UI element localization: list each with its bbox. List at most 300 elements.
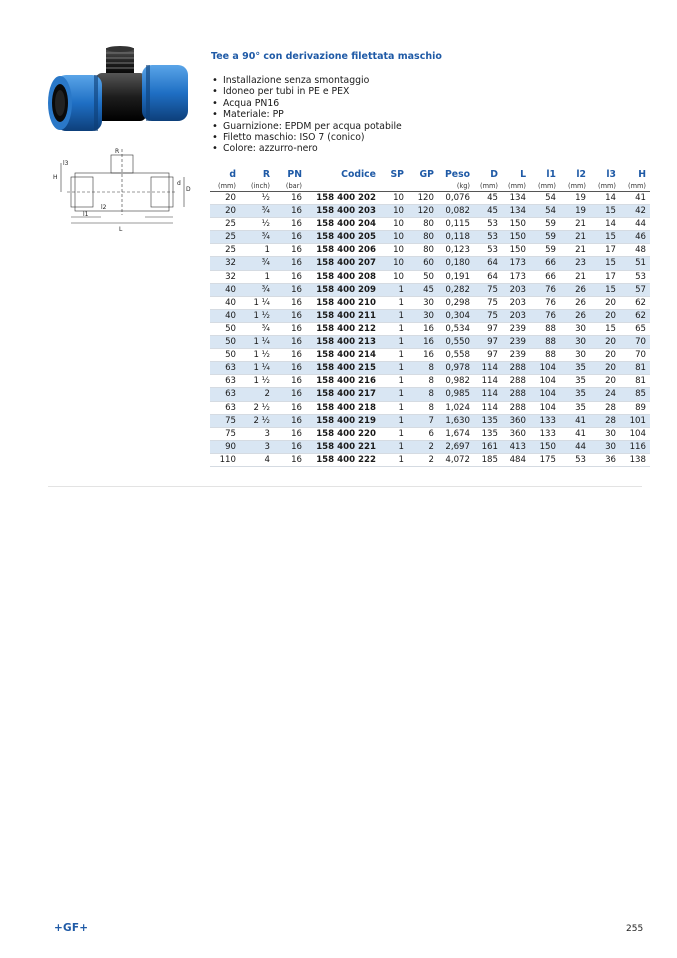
- table-cell: 7: [408, 414, 438, 427]
- table-row: [210, 218, 650, 231]
- table-cell: 150: [530, 440, 560, 453]
- table-row: [210, 414, 650, 427]
- product-photo: [46, 45, 194, 137]
- table-cell: 62: [620, 296, 650, 309]
- table-cell: 20: [590, 375, 620, 388]
- table-cell: 16: [408, 336, 438, 349]
- table-cell: 88: [530, 322, 560, 335]
- table-cell: 1: [380, 309, 408, 322]
- column-header: PN: [287, 169, 302, 180]
- table-row: [210, 283, 650, 296]
- unit-label: (mm): [474, 181, 502, 192]
- table-cell: 158 400 205: [306, 231, 380, 244]
- table-cell: 59: [530, 218, 560, 231]
- table-cell: 15: [590, 231, 620, 244]
- table-cell: 2 ½: [240, 414, 274, 427]
- table-cell: 40: [210, 296, 240, 309]
- table-cell: 20: [590, 349, 620, 362]
- table-cell: ¾: [240, 322, 274, 335]
- table-cell: 53: [620, 270, 650, 283]
- table-cell: 0,123: [438, 244, 474, 257]
- table-cell: 10: [380, 205, 408, 218]
- table-cell: 0,550: [438, 336, 474, 349]
- table-cell: 133: [530, 427, 560, 440]
- table-cell: 16: [274, 296, 306, 309]
- table-row: [210, 388, 650, 401]
- table-cell: 114: [474, 401, 502, 414]
- table-cell: 50: [210, 322, 240, 335]
- table-cell: 66: [530, 257, 560, 270]
- table-cell: 116: [620, 440, 650, 453]
- table-cell: 54: [530, 205, 560, 218]
- table-cell: 16: [408, 349, 438, 362]
- drawing-label-d-inner: d: [177, 180, 181, 187]
- table-cell: 46: [620, 231, 650, 244]
- table-cell: 76: [530, 296, 560, 309]
- table-cell: 64: [474, 257, 502, 270]
- table-cell: 35: [560, 375, 590, 388]
- table-cell: 16: [274, 427, 306, 440]
- table-cell: 15: [590, 283, 620, 296]
- table-cell: 175: [530, 453, 560, 466]
- table-cell: 2: [240, 388, 274, 401]
- table-cell: 239: [502, 336, 530, 349]
- table-cell: 80: [408, 218, 438, 231]
- table-cell: 288: [502, 388, 530, 401]
- table-cell: 8: [408, 362, 438, 375]
- header-row: [210, 168, 650, 181]
- table-cell: 288: [502, 375, 530, 388]
- table-cell: 0,118: [438, 231, 474, 244]
- table-row: [210, 244, 650, 257]
- table-cell: 35: [560, 401, 590, 414]
- table-cell: 57: [620, 283, 650, 296]
- feature-item: • Idoneo per tubi in PE e PEX: [212, 86, 402, 97]
- unit-label: (kg): [438, 181, 474, 192]
- table-cell: 16: [274, 231, 306, 244]
- table-cell: 1 ¼: [240, 296, 274, 309]
- table-cell: 30: [560, 349, 590, 362]
- table-cell: 62: [620, 309, 650, 322]
- table-cell: 1: [380, 401, 408, 414]
- table-cell: 97: [474, 336, 502, 349]
- table-cell: 32: [210, 257, 240, 270]
- table-row: [210, 336, 650, 349]
- table-cell: 16: [274, 336, 306, 349]
- table-cell: 16: [274, 440, 306, 453]
- table-cell: 28: [590, 401, 620, 414]
- table-cell: 19: [560, 192, 590, 205]
- table-cell: 10: [380, 192, 408, 205]
- table-cell: 16: [274, 244, 306, 257]
- table-cell: 360: [502, 427, 530, 440]
- table-cell: 1: [380, 336, 408, 349]
- column-header: GP: [419, 169, 434, 180]
- table-cell: 24: [590, 388, 620, 401]
- column-header: Codice: [341, 169, 376, 180]
- table-cell: 239: [502, 349, 530, 362]
- table-cell: 161: [474, 440, 502, 453]
- table-cell: 51: [620, 257, 650, 270]
- table-cell: 81: [620, 362, 650, 375]
- table-cell: 1 ½: [240, 309, 274, 322]
- table-cell: 63: [210, 401, 240, 414]
- table-cell: 75: [210, 414, 240, 427]
- table-cell: 10: [380, 257, 408, 270]
- table-cell: 76: [530, 309, 560, 322]
- feature-item: • Installazione senza smontaggio: [212, 75, 402, 86]
- table-cell: 173: [502, 270, 530, 283]
- table-cell: 60: [408, 257, 438, 270]
- table-cell: 0,076: [438, 192, 474, 205]
- table-cell: 6: [408, 427, 438, 440]
- table-cell: 1: [240, 244, 274, 257]
- table-cell: 158 400 219: [306, 414, 380, 427]
- table-cell: 65: [620, 322, 650, 335]
- table-row: [210, 257, 650, 270]
- table-cell: 10: [380, 244, 408, 257]
- unit-label: (bar): [274, 181, 306, 192]
- table-cell: 158 400 202: [306, 192, 380, 205]
- table-cell: 15: [590, 205, 620, 218]
- spec-table: [210, 168, 650, 467]
- table-cell: 30: [560, 336, 590, 349]
- table-cell: 14: [590, 218, 620, 231]
- table-cell: 2: [408, 453, 438, 466]
- table-cell: 8: [408, 401, 438, 414]
- table-cell: 3: [240, 440, 274, 453]
- table-cell: 63: [210, 362, 240, 375]
- table-cell: 0,180: [438, 257, 474, 270]
- table-cell: 16: [274, 375, 306, 388]
- table-cell: 150: [502, 244, 530, 257]
- table-cell: ¾: [240, 257, 274, 270]
- table-cell: 0,558: [438, 349, 474, 362]
- table-cell: 135: [474, 414, 502, 427]
- drawing-label-r: R: [115, 148, 120, 155]
- table-cell: 1 ¼: [240, 336, 274, 349]
- table-cell: 16: [274, 218, 306, 231]
- table-cell: 135: [474, 427, 502, 440]
- drawing-label-d-outer: D: [186, 186, 191, 193]
- table-cell: 50: [408, 270, 438, 283]
- table-cell: 0,115: [438, 218, 474, 231]
- table-cell: 19: [560, 205, 590, 218]
- table-cell: 158 400 217: [306, 388, 380, 401]
- table-cell: 41: [560, 427, 590, 440]
- table-cell: 158 400 206: [306, 244, 380, 257]
- table-cell: 75: [474, 296, 502, 309]
- table-cell: 150: [502, 231, 530, 244]
- unit-label: [408, 181, 438, 192]
- table-cell: 44: [560, 440, 590, 453]
- table-cell: 1 ¼: [240, 362, 274, 375]
- table-cell: 75: [210, 427, 240, 440]
- table-cell: 97: [474, 349, 502, 362]
- table-cell: 26: [560, 296, 590, 309]
- table-cell: 1: [380, 453, 408, 466]
- table-cell: 41: [560, 414, 590, 427]
- table-row: [210, 322, 650, 335]
- table-cell: 1: [380, 427, 408, 440]
- table-cell: 16: [274, 322, 306, 335]
- table-cell: 53: [474, 231, 502, 244]
- table-cell: 16: [274, 205, 306, 218]
- table-cell: 16: [274, 270, 306, 283]
- table-cell: 158 400 212: [306, 322, 380, 335]
- table-cell: 30: [560, 322, 590, 335]
- table-cell: 484: [502, 453, 530, 466]
- table-cell: 158 400 221: [306, 440, 380, 453]
- drawing-label-h: H: [53, 174, 58, 181]
- table-cell: 75: [474, 283, 502, 296]
- table-cell: 53: [474, 218, 502, 231]
- table-cell: 1,674: [438, 427, 474, 440]
- table-cell: 30: [408, 309, 438, 322]
- table-cell: 0,534: [438, 322, 474, 335]
- unit-label: (mm): [620, 181, 650, 192]
- unit-label: (mm): [502, 181, 530, 192]
- table-cell: 30: [590, 440, 620, 453]
- table-cell: 0,982: [438, 375, 474, 388]
- table-cell: 45: [474, 205, 502, 218]
- table-cell: 63: [210, 375, 240, 388]
- column-header: D: [490, 169, 498, 180]
- table-cell: 35: [560, 362, 590, 375]
- table-row: [210, 427, 650, 440]
- table-cell: 133: [530, 414, 560, 427]
- table-cell: 120: [408, 192, 438, 205]
- feature-item: • Materiale: PP: [212, 109, 402, 120]
- product-title: Tee a 90° con derivazione filettata maschio: [211, 51, 442, 62]
- table-cell: 158 400 220: [306, 427, 380, 440]
- table-cell: 4: [240, 453, 274, 466]
- column-header: l1: [546, 169, 556, 180]
- table-cell: 1: [240, 270, 274, 283]
- unit-label: [306, 181, 380, 192]
- table-cell: 15: [590, 257, 620, 270]
- table-cell: 0,282: [438, 283, 474, 296]
- table-cell: 88: [530, 336, 560, 349]
- table-cell: 26: [560, 283, 590, 296]
- table-cell: 158 400 213: [306, 336, 380, 349]
- table-cell: 413: [502, 440, 530, 453]
- table-cell: 66: [530, 270, 560, 283]
- table-cell: 158 400 207: [306, 257, 380, 270]
- table-cell: 50: [210, 349, 240, 362]
- table-cell: ¾: [240, 231, 274, 244]
- table-cell: 81: [620, 375, 650, 388]
- table-cell: 23: [560, 257, 590, 270]
- unit-label: (mm): [590, 181, 620, 192]
- table-cell: 203: [502, 309, 530, 322]
- table-cell: 54: [530, 192, 560, 205]
- table-cell: 158 400 203: [306, 205, 380, 218]
- table-cell: 203: [502, 283, 530, 296]
- table-cell: 1: [380, 296, 408, 309]
- unit-label: (mm): [530, 181, 560, 192]
- table-cell: 21: [560, 244, 590, 257]
- table-cell: 30: [408, 296, 438, 309]
- table-row: [210, 296, 650, 309]
- column-header: H: [638, 169, 646, 180]
- spec-table-body: [210, 192, 650, 467]
- table-cell: 2: [408, 440, 438, 453]
- table-cell: 0,082: [438, 205, 474, 218]
- table-cell: 75: [474, 309, 502, 322]
- table-cell: 80: [408, 244, 438, 257]
- table-cell: 114: [474, 388, 502, 401]
- table-cell: 14: [590, 192, 620, 205]
- table-cell: 42: [620, 205, 650, 218]
- table-cell: 59: [530, 231, 560, 244]
- table-cell: 360: [502, 414, 530, 427]
- unit-label: [380, 181, 408, 192]
- table-cell: 16: [274, 309, 306, 322]
- table-cell: 64: [474, 270, 502, 283]
- table-cell: 15: [590, 322, 620, 335]
- table-cell: 16: [274, 414, 306, 427]
- table-row: [210, 205, 650, 218]
- drawing-label-l: L: [119, 226, 123, 233]
- table-cell: 80: [408, 231, 438, 244]
- table-cell: 104: [530, 388, 560, 401]
- table-cell: 20: [590, 309, 620, 322]
- table-cell: 25: [210, 244, 240, 257]
- table-cell: 8: [408, 375, 438, 388]
- table-cell: 203: [502, 296, 530, 309]
- column-header: l3: [606, 169, 616, 180]
- table-cell: 40: [210, 309, 240, 322]
- table-cell: 59: [530, 244, 560, 257]
- table-cell: 1: [380, 375, 408, 388]
- table-cell: 158 400 209: [306, 283, 380, 296]
- table-cell: 288: [502, 362, 530, 375]
- drawing-label-l1: l1: [83, 211, 89, 218]
- table-cell: 20: [590, 336, 620, 349]
- table-cell: 50: [210, 336, 240, 349]
- table-cell: 158 400 222: [306, 453, 380, 466]
- column-header: R: [262, 169, 270, 180]
- table-cell: 114: [474, 362, 502, 375]
- section-divider: [48, 486, 642, 487]
- table-cell: 0,298: [438, 296, 474, 309]
- table-cell: 8: [408, 388, 438, 401]
- table-cell: 1: [380, 440, 408, 453]
- table-cell: 28: [590, 414, 620, 427]
- table-cell: 1: [380, 362, 408, 375]
- table-cell: 88: [530, 349, 560, 362]
- table-cell: 10: [380, 270, 408, 283]
- table-row: [210, 270, 650, 283]
- table-cell: 70: [620, 336, 650, 349]
- table-row: [210, 192, 650, 205]
- table-cell: 16: [274, 453, 306, 466]
- table-row: [210, 231, 650, 244]
- table-row: [210, 440, 650, 453]
- table-row: [210, 453, 650, 466]
- table-cell: 20: [590, 362, 620, 375]
- table-cell: 104: [620, 427, 650, 440]
- table-cell: 32: [210, 270, 240, 283]
- table-cell: 36: [590, 453, 620, 466]
- table-cell: 44: [620, 218, 650, 231]
- table-cell: 89: [620, 401, 650, 414]
- table-cell: 16: [274, 362, 306, 375]
- column-header: SP: [390, 169, 404, 180]
- drawing-label-l2: l2: [101, 204, 107, 211]
- table-cell: 35: [560, 388, 590, 401]
- table-cell: 16: [408, 322, 438, 335]
- table-row: [210, 401, 650, 414]
- table-cell: 114: [474, 375, 502, 388]
- table-row: [210, 309, 650, 322]
- table-cell: 76: [530, 283, 560, 296]
- table-cell: 26: [560, 309, 590, 322]
- table-cell: 0,191: [438, 270, 474, 283]
- unit-label: (mm): [210, 181, 240, 192]
- table-cell: 158 400 214: [306, 349, 380, 362]
- feature-item: • Guarnizione: EPDM per acqua potabile: [212, 121, 402, 132]
- feature-item: • Colore: azzurro-nero: [212, 143, 402, 154]
- table-cell: 20: [210, 205, 240, 218]
- table-cell: 21: [560, 218, 590, 231]
- table-cell: 158 400 215: [306, 362, 380, 375]
- table-cell: 104: [530, 375, 560, 388]
- table-row: [210, 375, 650, 388]
- table-cell: 90: [210, 440, 240, 453]
- table-cell: 1 ½: [240, 375, 274, 388]
- table-cell: 30: [590, 427, 620, 440]
- table-cell: 2,697: [438, 440, 474, 453]
- table-cell: 48: [620, 244, 650, 257]
- table-cell: 101: [620, 414, 650, 427]
- table-cell: 158 400 208: [306, 270, 380, 283]
- table-cell: 10: [380, 218, 408, 231]
- table-cell: 158 400 204: [306, 218, 380, 231]
- table-cell: 45: [408, 283, 438, 296]
- table-cell: 1: [380, 283, 408, 296]
- table-cell: 97: [474, 322, 502, 335]
- table-cell: 16: [274, 388, 306, 401]
- feature-item: • Filetto maschio: ISO 7 (conico): [212, 132, 402, 143]
- unit-label: (inch): [240, 181, 274, 192]
- table-cell: 41: [620, 192, 650, 205]
- table-cell: 40: [210, 283, 240, 296]
- table-cell: ¾: [240, 283, 274, 296]
- table-cell: 0,978: [438, 362, 474, 375]
- table-cell: 20: [210, 192, 240, 205]
- table-cell: 16: [274, 192, 306, 205]
- table-cell: 134: [502, 205, 530, 218]
- table-cell: 3: [240, 427, 274, 440]
- table-cell: 134: [502, 192, 530, 205]
- table-cell: 45: [474, 192, 502, 205]
- table-cell: 104: [530, 362, 560, 375]
- table-cell: 21: [560, 231, 590, 244]
- column-header: Peso: [444, 169, 470, 180]
- table-cell: 185: [474, 453, 502, 466]
- table-cell: 1: [380, 349, 408, 362]
- table-cell: 1: [380, 388, 408, 401]
- table-cell: 158 400 218: [306, 401, 380, 414]
- table-cell: 158 400 216: [306, 375, 380, 388]
- table-cell: 16: [274, 283, 306, 296]
- table-cell: 158 400 210: [306, 296, 380, 309]
- drawing-label-l3: l3: [63, 160, 69, 167]
- table-cell: 4,072: [438, 453, 474, 466]
- table-cell: ¾: [240, 205, 274, 218]
